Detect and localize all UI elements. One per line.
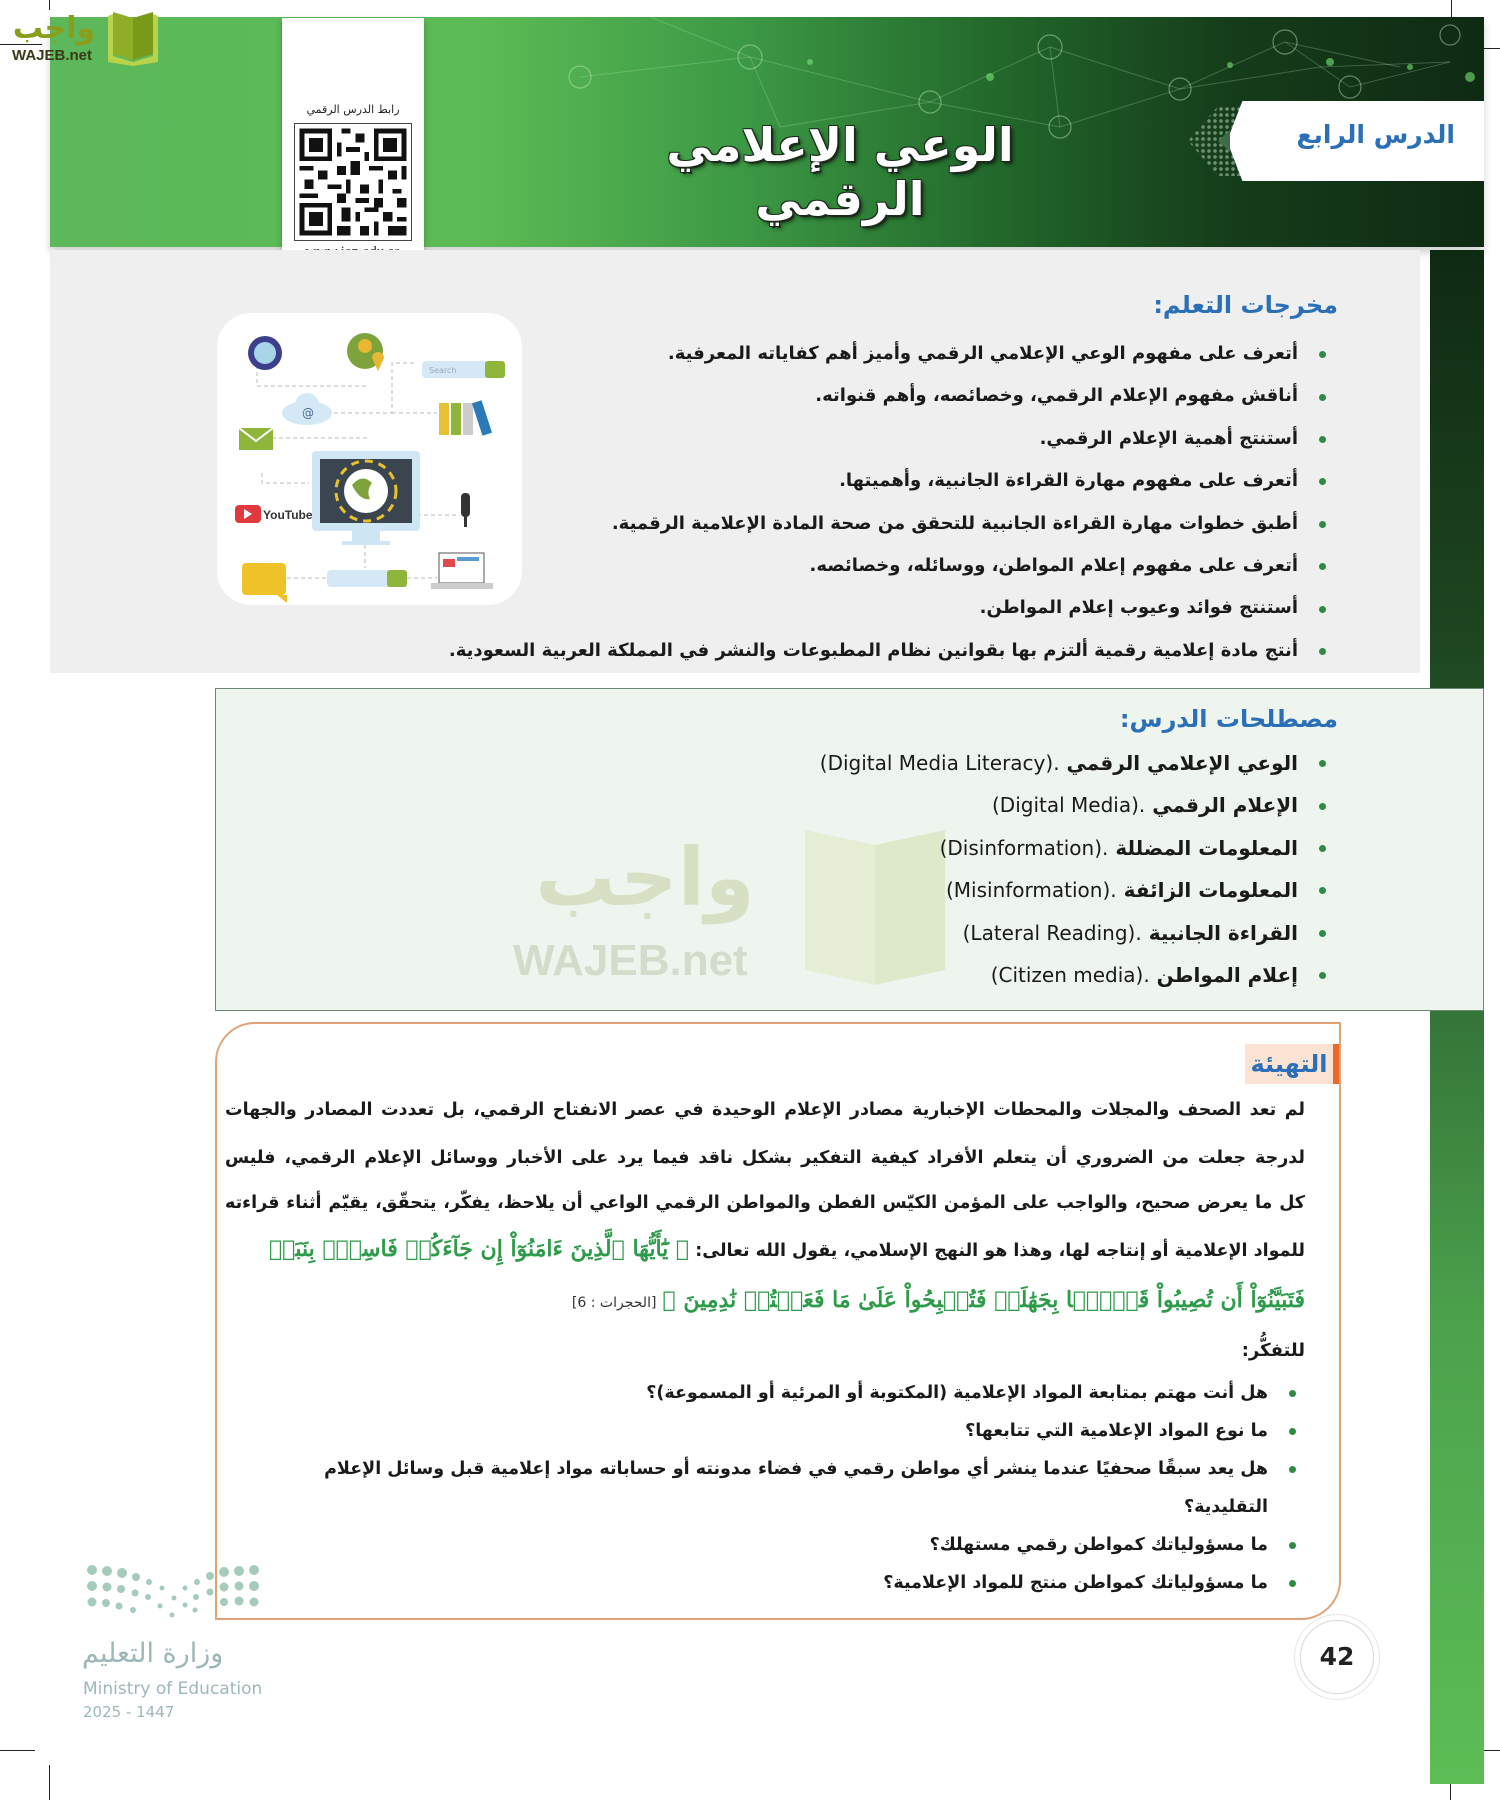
bullet-icon: [1289, 1542, 1296, 1549]
books-icon: [439, 400, 492, 435]
list-item: ما مسؤولياتك كمواطن منتج للمواد الإعلامية؟: [298, 1564, 1302, 1602]
qr-caption: رابط الدرس الرقمي: [306, 103, 400, 116]
microphone-icon: [461, 493, 470, 527]
warmup-paragraph-line: للمواد الإعلامية أو إنتاجه لها، وهذا هو النهج الإسلامي، يقول الله تعالى: ﴿ يَٰٓأَيُّهَا ٱلَّذِينَ ءَامَنُوٓاْ إِن جَآءَكُمۡ فَاسِقُۢ بِنَبَإٖ: [268, 1236, 1305, 1262]
qr-code-icon[interactable]: [294, 123, 412, 241]
bullet-icon: [1319, 648, 1326, 655]
chat-bubble-icon: [242, 563, 287, 603]
location-user-icon: [347, 333, 384, 371]
warmup-paragraph-line: كل ما يعرض صحيح، والواجب على المؤمن الكيّس الفطن والمواطن الرقمي الواعي أن يلاحظ، يفكّر، يتحقّق، يقيّم أثناء قراءته: [225, 1193, 1305, 1213]
arrow-left-icon: [1218, 130, 1230, 152]
svg-text:WAJEB.net: WAJEB.net: [513, 936, 748, 985]
list-item: أتعرف على مفهوم الوعي الإعلامي الرقمي وأميز أهم كفاياته المعرفية.: [449, 333, 1332, 375]
list-item: القراءة الجانبية (Lateral Reading).: [820, 912, 1332, 954]
edition-year: 2025 - 1447: [83, 1703, 175, 1721]
list-item: أستنتج فوائد وعيوب إعلام المواطن.: [449, 587, 1332, 629]
svg-text:Search: Search: [429, 366, 457, 375]
list-item: المعلومات الزائفة (Misinformation).: [820, 869, 1332, 911]
ministry-name-english: Ministry of Education: [83, 1679, 263, 1699]
bullet-icon: [1319, 930, 1326, 937]
bullet-icon: [1319, 606, 1326, 613]
bullet-icon: [1289, 1428, 1296, 1435]
search-bar-icon: [327, 570, 407, 587]
list-item: أستنتج أهمية الإعلام الرقمي.: [449, 418, 1332, 460]
monitor-globe-icon: [312, 451, 420, 545]
list-item: هل يعد سبقًا صحفيًا عندما ينشر أي مواطن رقمي في فضاء مدونته أو حساباته مواد إعلامية قبل وسائل الإعلام التقليدية؟: [298, 1450, 1302, 1526]
wajeb-logo[interactable]: [8, 4, 188, 66]
list-item: أطبق خطوات مهارة القراءة الجانبية للتحقق من صحة المادة الإعلامية الرقمية.: [449, 503, 1332, 545]
bullet-icon: [1289, 1580, 1296, 1587]
bullet-icon: [1319, 521, 1326, 528]
list-item: إعلام المواطن (Citizen media).: [820, 954, 1332, 996]
lesson-number-label: الدرس الرابع: [1296, 120, 1455, 149]
envelope-icon: [239, 428, 273, 450]
warmup-label: التهيئة: [1245, 1044, 1339, 1084]
list-item: الوعي الإعلامي الرقمي (Digital Media Literacy).: [820, 742, 1332, 784]
crop-mark: [0, 1750, 35, 1751]
lesson-terms-list: [820, 742, 1332, 996]
bullet-icon: [1319, 887, 1326, 894]
quran-verse: فَتَبَيَّنُوٓاْ أَن تُصِيبُواْ قَوۡمَۢا بِجَهَٰلَةٖ فَتُصۡبِحُواْ عَلَىٰ مَا فَعَلۡتُمۡ نَٰدِمِينَ ﴾: [662, 1287, 1305, 1313]
bullet-icon: [1319, 972, 1326, 979]
bullet-icon: [1319, 563, 1326, 570]
quran-verse-line: [225, 1287, 1305, 1313]
qr-code-card[interactable]: [282, 18, 424, 270]
bullet-icon: [1319, 351, 1326, 358]
list-item: أناقش مفهوم الإعلام الرقمي، وخصائصه، وأهم قنواته.: [449, 375, 1332, 417]
lesson-terms-title: مصطلحات الدرس:: [1119, 705, 1338, 733]
quran-verse: ﴿ يَٰٓأَيُّهَا ٱلَّذِينَ ءَامَنُوٓاْ إِن جَآءَكُمۡ فَاسِقُۢ بِنَبَإٖ: [268, 1236, 690, 1262]
laptop-icon: [431, 553, 493, 589]
list-item: أتعرف على مفهوم إعلام المواطن، ووسائله، وخصائصه.: [449, 545, 1332, 587]
list-item: الإعلام الرقمي (Digital Media).: [820, 784, 1332, 826]
svg-text:@: @: [302, 406, 314, 420]
warmup-paragraph-line: لم تعد الصحف والمجلات والمحطات الإخبارية مصادر الإعلام الوحيدة في عصر الانفتاح الرقمي، بل تعددت المصادر والجهات: [225, 1100, 1305, 1120]
list-item: أتعرف على مفهوم مهارة القراءة الجانبية، وأهميتها.: [449, 460, 1332, 502]
users-icon: [248, 336, 282, 370]
list-item: ما مسؤولياتك كمواطن رقمي مستهلك؟: [298, 1526, 1302, 1564]
bullet-icon: [1289, 1466, 1296, 1473]
list-item: ما نوع المواد الإعلامية التي تتابعها؟: [298, 1412, 1302, 1450]
bullet-icon: [1319, 436, 1326, 443]
youtube-icon: [235, 505, 313, 523]
bullet-icon: [1319, 760, 1326, 767]
ministry-name-arabic: وزارة التعليم: [82, 1638, 224, 1669]
bullet-icon: [1289, 1390, 1296, 1397]
cloud-email-icon: [282, 393, 332, 425]
bullet-icon: [1319, 845, 1326, 852]
reflection-questions-list: [298, 1374, 1302, 1602]
bullet-icon: [1319, 803, 1326, 810]
svg-text:WAJEB.net: WAJEB.net: [12, 47, 93, 64]
page-number: 42: [1300, 1620, 1374, 1694]
bullet-icon: [1319, 478, 1326, 485]
digital-media-illustration: [217, 313, 522, 605]
svg-text:واجب: واجب: [535, 831, 755, 924]
list-item: هل أنت مهتم بمتابعة المواد الإعلامية (المكتوبة أو المرئية أو المسموعة)؟: [298, 1374, 1302, 1412]
learning-outcomes-title: مخرجات التعلم:: [1153, 291, 1338, 319]
reflection-label: للتفكُّر:: [1241, 1340, 1305, 1361]
learning-outcomes-list: [449, 333, 1332, 672]
list-item: أنتج مادة إعلامية رقمية ألتزم بها بقوانين نظام المطبوعات والنشر في المملكة العربية السعودية.: [449, 630, 1332, 672]
bullet-icon: [1319, 394, 1326, 401]
warmup-paragraph-line: لدرجة جعلت من الضروري أن يتعلم الأفراد كيفية التفكير بشكل ناقد فيما يرد على الأخبار ووسائل الإعلام الرقمي، فليس: [225, 1148, 1305, 1168]
ministry-logo-icon: [82, 1560, 282, 1640]
crop-mark: [49, 1765, 50, 1800]
quran-reference: [الحجرات : 6]: [571, 1295, 657, 1311]
svg-text:واجب: واجب: [12, 11, 96, 46]
search-bar-icon: [422, 361, 505, 378]
list-item: المعلومات المضللة (Disinformation).: [820, 827, 1332, 869]
page-title: الوعي الإعلامي الرقمي: [666, 118, 1014, 226]
svg-text:YouTube: YouTube: [263, 508, 313, 522]
right-edge-strip: [1430, 250, 1484, 1784]
